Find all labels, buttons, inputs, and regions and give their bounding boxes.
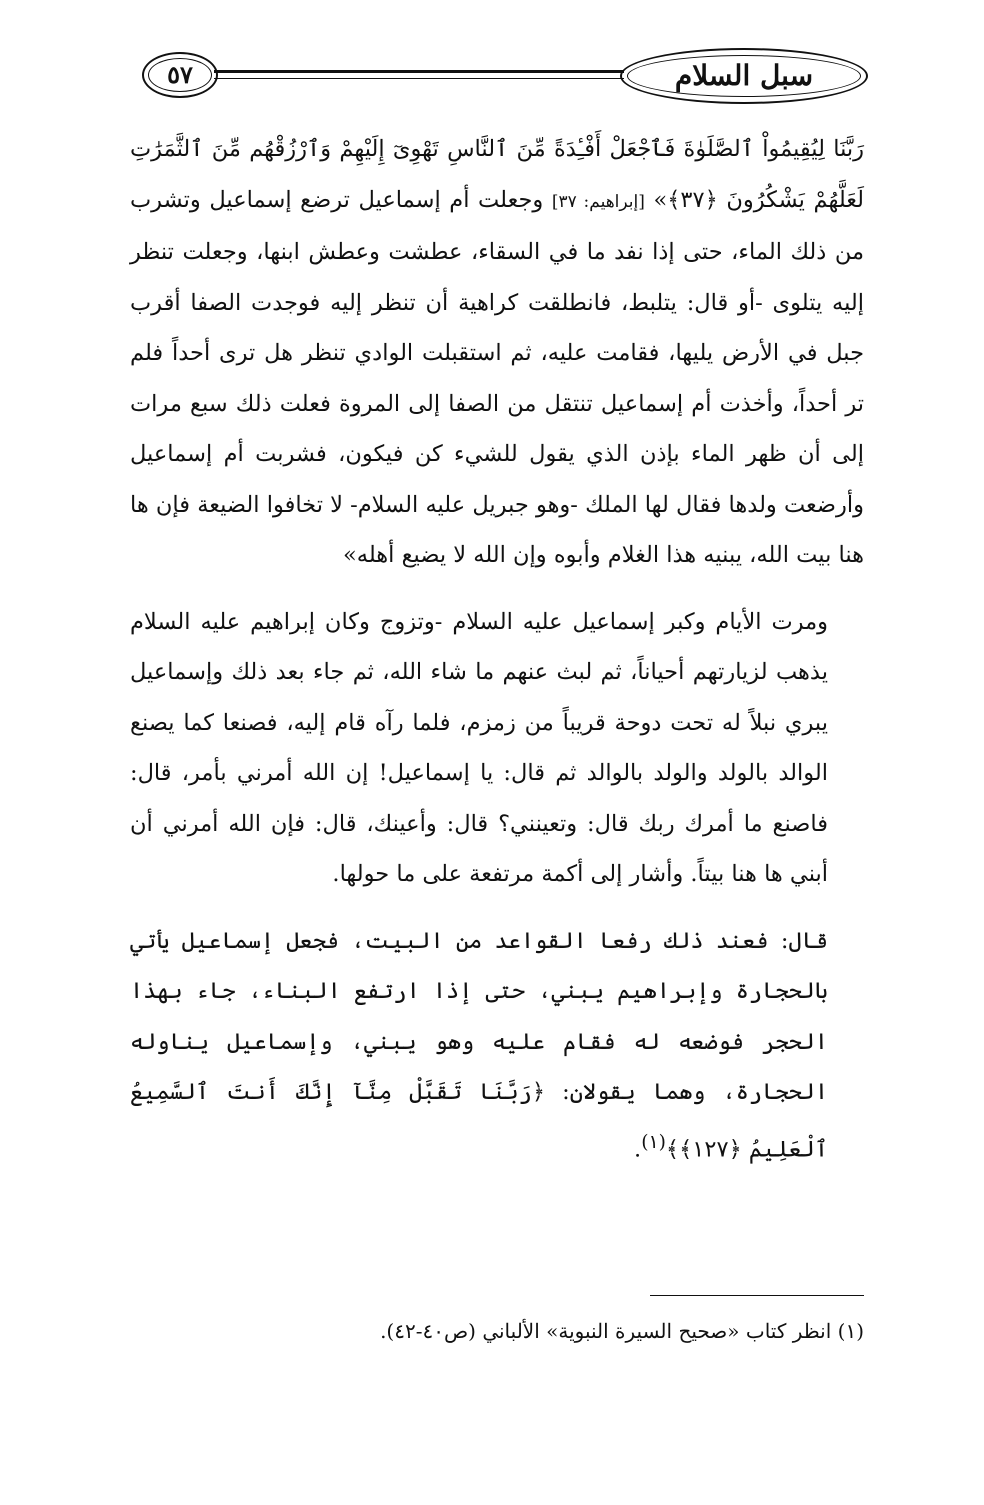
book-title-frame xyxy=(620,48,868,104)
footnote-marker: (١) xyxy=(641,1131,666,1153)
paragraph-1-text: وجعلت أم إسماعيل ترضع إسماعيل وتشرب من ذلك الماء، حتى إذا نفد ما في السقاء، عطشت وعطش ابنها، وجعلت تنظر إليه يتلوى -أو قال: يتلبط، فانطلقت كراهية أن تنظر إليه فوجدت الصفا أقرب جبل في الأرض يليها، فقامت عليه، ثم استقبلت الوادي تنظر هل ترى أحداً فلم تر أحداً، وأخذت أم إسماعيل تنتقل من الصفا إلى المروة فعلت ذلك سبع مرات إلى أن ظهر الماء بإذن الذي يقول للشيء كن فيكون، فشربت أم إسماعيل وأرضعت ولدها فقال لها الملك -وهو جبريل عليه السلام- لا تخافوا الضيعة فإن ها هنا بيت الله، يبنيه هذا الغلام وأبوه وإن الله لا يضيع أهله» xyxy=(130,186,864,568)
paragraph-3-text: قال: فعند ذلك رفعا القواعد من البيت، فجعل إسماعيل يأتي بالحجارة وإبراهيم يبني، حتى إذا ارتفع البناء، جاء بهذا الحجر فوضعه له فقام عليه وهو يبني، وإسماعيل يناوله الحجارة، وهما يقولان: xyxy=(130,927,828,1105)
quran-verse-line-2: ٱلثَّمَرَٰتِ لَعَلَّهُمْ يَشْكُرُونَ ﴿٣٧﴾» xyxy=(130,136,864,213)
paragraph-1 xyxy=(130,124,864,581)
page-header xyxy=(128,48,868,106)
page-number: ٥٧ xyxy=(167,60,193,89)
body-text xyxy=(130,124,864,1175)
quran-verse-line-1: رَبَّنَا لِيُقِيمُواْ ٱلصَّلَوٰةَ فَٱجْعَلْ أَفْـِٔدَةً مِّنَ ٱلنَّاسِ تَهْوِىٓ إِلَيْهِمْ وَٱرْزُقْهُم مِّنَ xyxy=(211,136,864,162)
verse-citation: [إبراهيم: ٣٧] xyxy=(551,191,645,212)
footnote: (١) انظر كتاب «صحيح السيرة النبوية» الألباني (ص٤٠-٤٢). xyxy=(380,1319,864,1343)
header-rule xyxy=(214,70,624,73)
footnote-separator xyxy=(650,1295,864,1296)
sentence-end: . xyxy=(634,1136,642,1162)
quran-verse: ﴿رَبَّنَا تَقَبَّلْ مِنَّآ إِنَّكَ أَنتَ ٱلسَّمِيعُ ٱلْعَلِيمُ ﴿١٢٧﴾﴾ xyxy=(130,1079,828,1162)
paragraph-2-text: ومرت الأيام وكبر إسماعيل عليه السلام -وتزوج وكان إبراهيم عليه السلام يذهب لزيارتهم أحياناً، ثم لبث عنهم ما شاء الله، ثم جاء بعد ذلك وإسماعيل يبري نبلاً له تحت دوحة قريباً من زمزم، فلما رآه قام إليه، فصنعا كما يصنع الوالد بالولد والولد بالوالد ثم قال: يا إسماعيل! إن الله أمرني بأمر، قال: فاصنع ما أمرك ربك قال: وتعينني؟ قال: وأعينك، قال: فإن الله أمرني أن أبني ها هنا بيتاً. وأشار إلى أكمة مرتفعة على ما حولها. xyxy=(130,608,828,887)
header-rule-thin xyxy=(214,78,624,79)
paragraph-2 xyxy=(130,597,864,900)
book-title: سبل السلام xyxy=(674,59,814,92)
page-number-frame xyxy=(142,52,218,98)
paragraph-3 xyxy=(130,916,864,1175)
